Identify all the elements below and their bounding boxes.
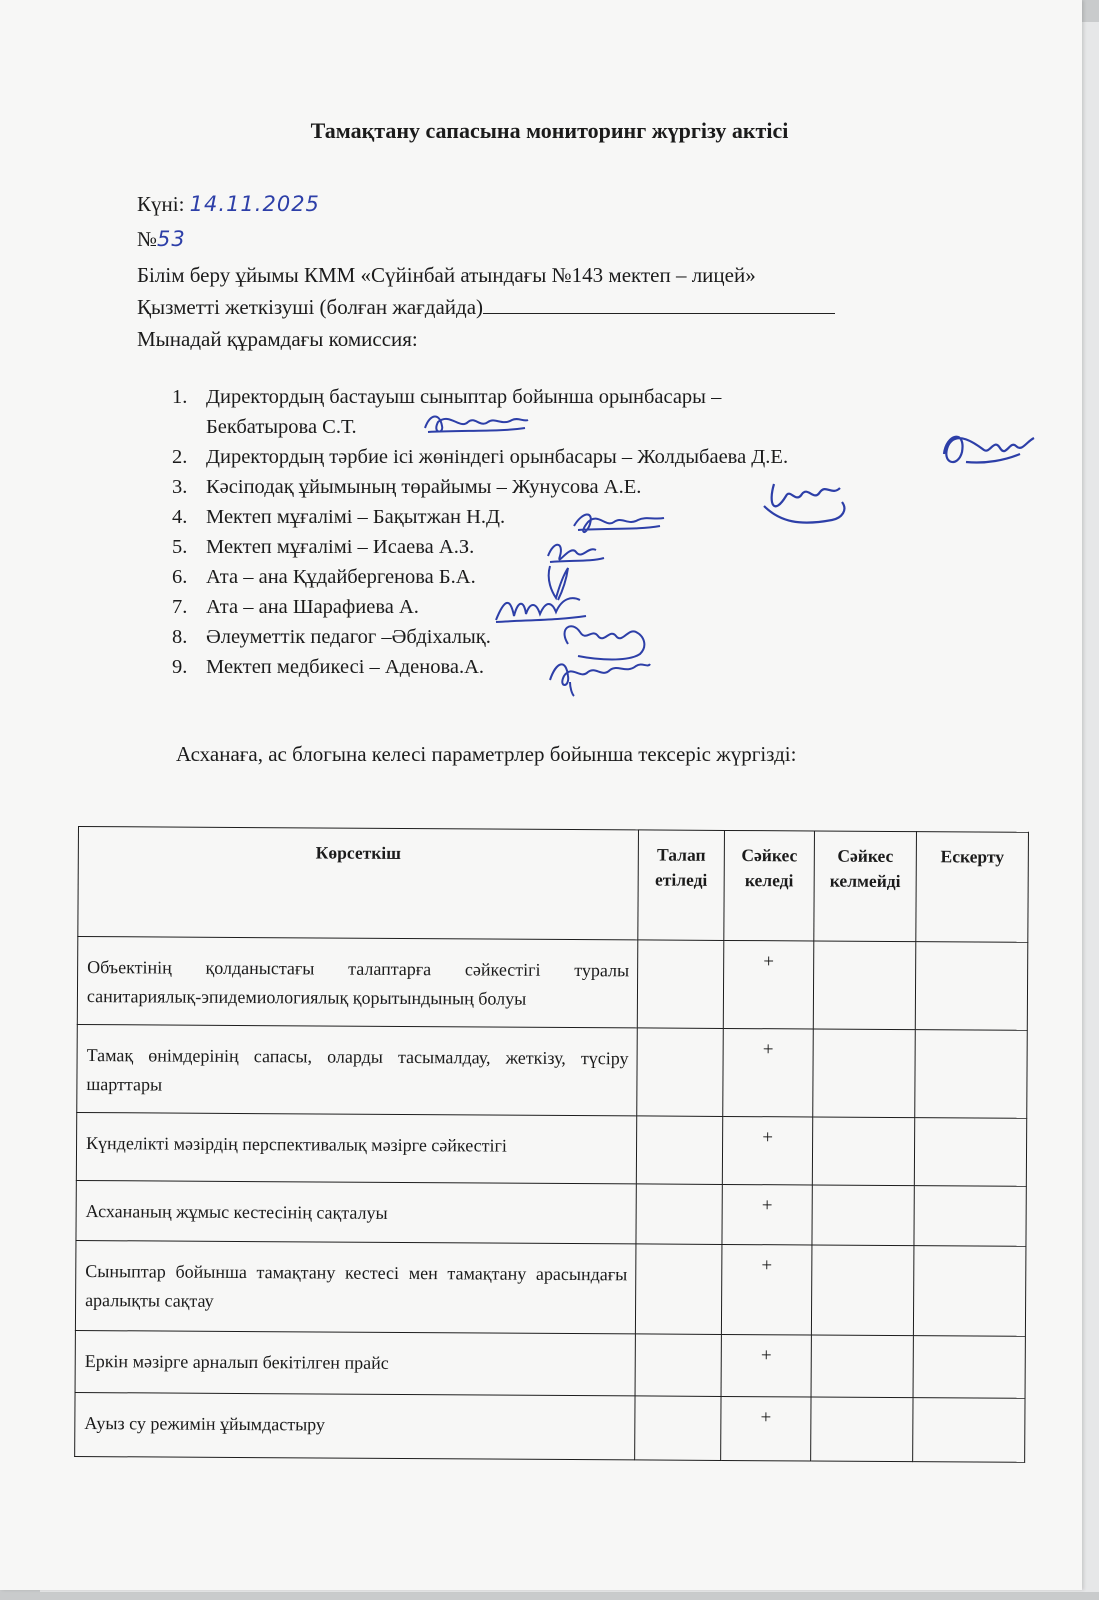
date-line [137,192,320,217]
signature-3 [760,474,860,529]
document-title: Тамақтану сапасына мониторинг жүргізу актісі [310,118,789,143]
table-row: Еркін мәзірге арналып бекітілген прайс + [75,1330,1025,1398]
table-row: Асхананың жұмыс кестесінің сақталуы + [76,1180,1026,1246]
inspection-table [74,826,1029,1463]
supplier-label: Қызметті жеткізуші (болған жағдайда) [137,295,484,319]
organization-line: Білім беру ұйымы КММ «Сүйінбай атындағы №143 мектеп – лицей» [137,263,756,287]
inspection-table-wrap [78,826,1029,1457]
commission-member: 7. Ата – ана Шарафиева А. [172,596,419,618]
table-row: Ауыз су режимін ұйымдастыру + [75,1392,1025,1462]
signature-2 [936,424,1046,474]
supplier-blank [483,295,835,314]
number-value: 53 [157,227,186,251]
date-value: 14.11.2025 [189,192,320,216]
header-note: Ескерту [916,832,1029,943]
table-header-row [78,827,1029,943]
commission-member: 6. Ата – ана Құдайбергенова Б.А. [172,566,476,588]
number-line [137,227,186,252]
inspection-intro: Асханаға, ас блогына келесі параметрлер бойынша тексеріс жүргізді: [176,742,797,766]
commission-member: 9. Мектеп медбикесі – Аденова.А. [172,656,485,678]
header-required: Талап етіледі [638,830,725,941]
table-row: Сыныптар бойынша тамақтану кестесі мен тамақтану арасындағы аралықты сақтау + [75,1240,1026,1336]
commission-member: 1. Директордың бастауыш сыныптар бойынша орынбасары – Бекбатырова С.Т. [172,386,722,438]
signature-9 [544,652,654,697]
commission-member: 8. Әлеуметтік педагог –Әбдіхалық. [172,626,491,648]
signature-1 [420,408,530,438]
header-complies: Сәйкес келеді [724,830,815,941]
supplier-line [137,295,835,320]
commission-member: 3. Кәсіподақ ұйымының төрайымы – Жунусова А.Е. [172,476,642,498]
date-label: Күні: [137,192,185,216]
commission-member: 2. Директордың тәрбие ісі жөніндегі орынбасары – Жолдыбаева Д.Е. [172,446,789,468]
table-row: Тамақ өнімдерінің сапасы, оларды тасымалдау, жеткізу, түсіру шарттары + [77,1024,1028,1118]
commission-member: 4. Мектеп мұғалімі – Бақытжан Н.Д. [172,506,506,528]
header-not-complies: Сәйкес келмейді [814,831,917,942]
number-prefix: № [137,227,158,251]
table-row: Күнделікті мәзірдің перспективалық мәзірге сәйкестігі + [76,1112,1026,1186]
header-indicator: Көрсеткіш [78,827,639,940]
commission-member: 5. Мектеп мұғалімі – Исаева А.З. [172,536,475,558]
commission-label: Мынадай құрамдағы комиссия: [137,327,418,351]
table-row: Объектінің қолданыстағы талаптарға сәйкестігі туралы санитариялық-эпидемиологиялық қорытындының болуы + [77,937,1028,1031]
